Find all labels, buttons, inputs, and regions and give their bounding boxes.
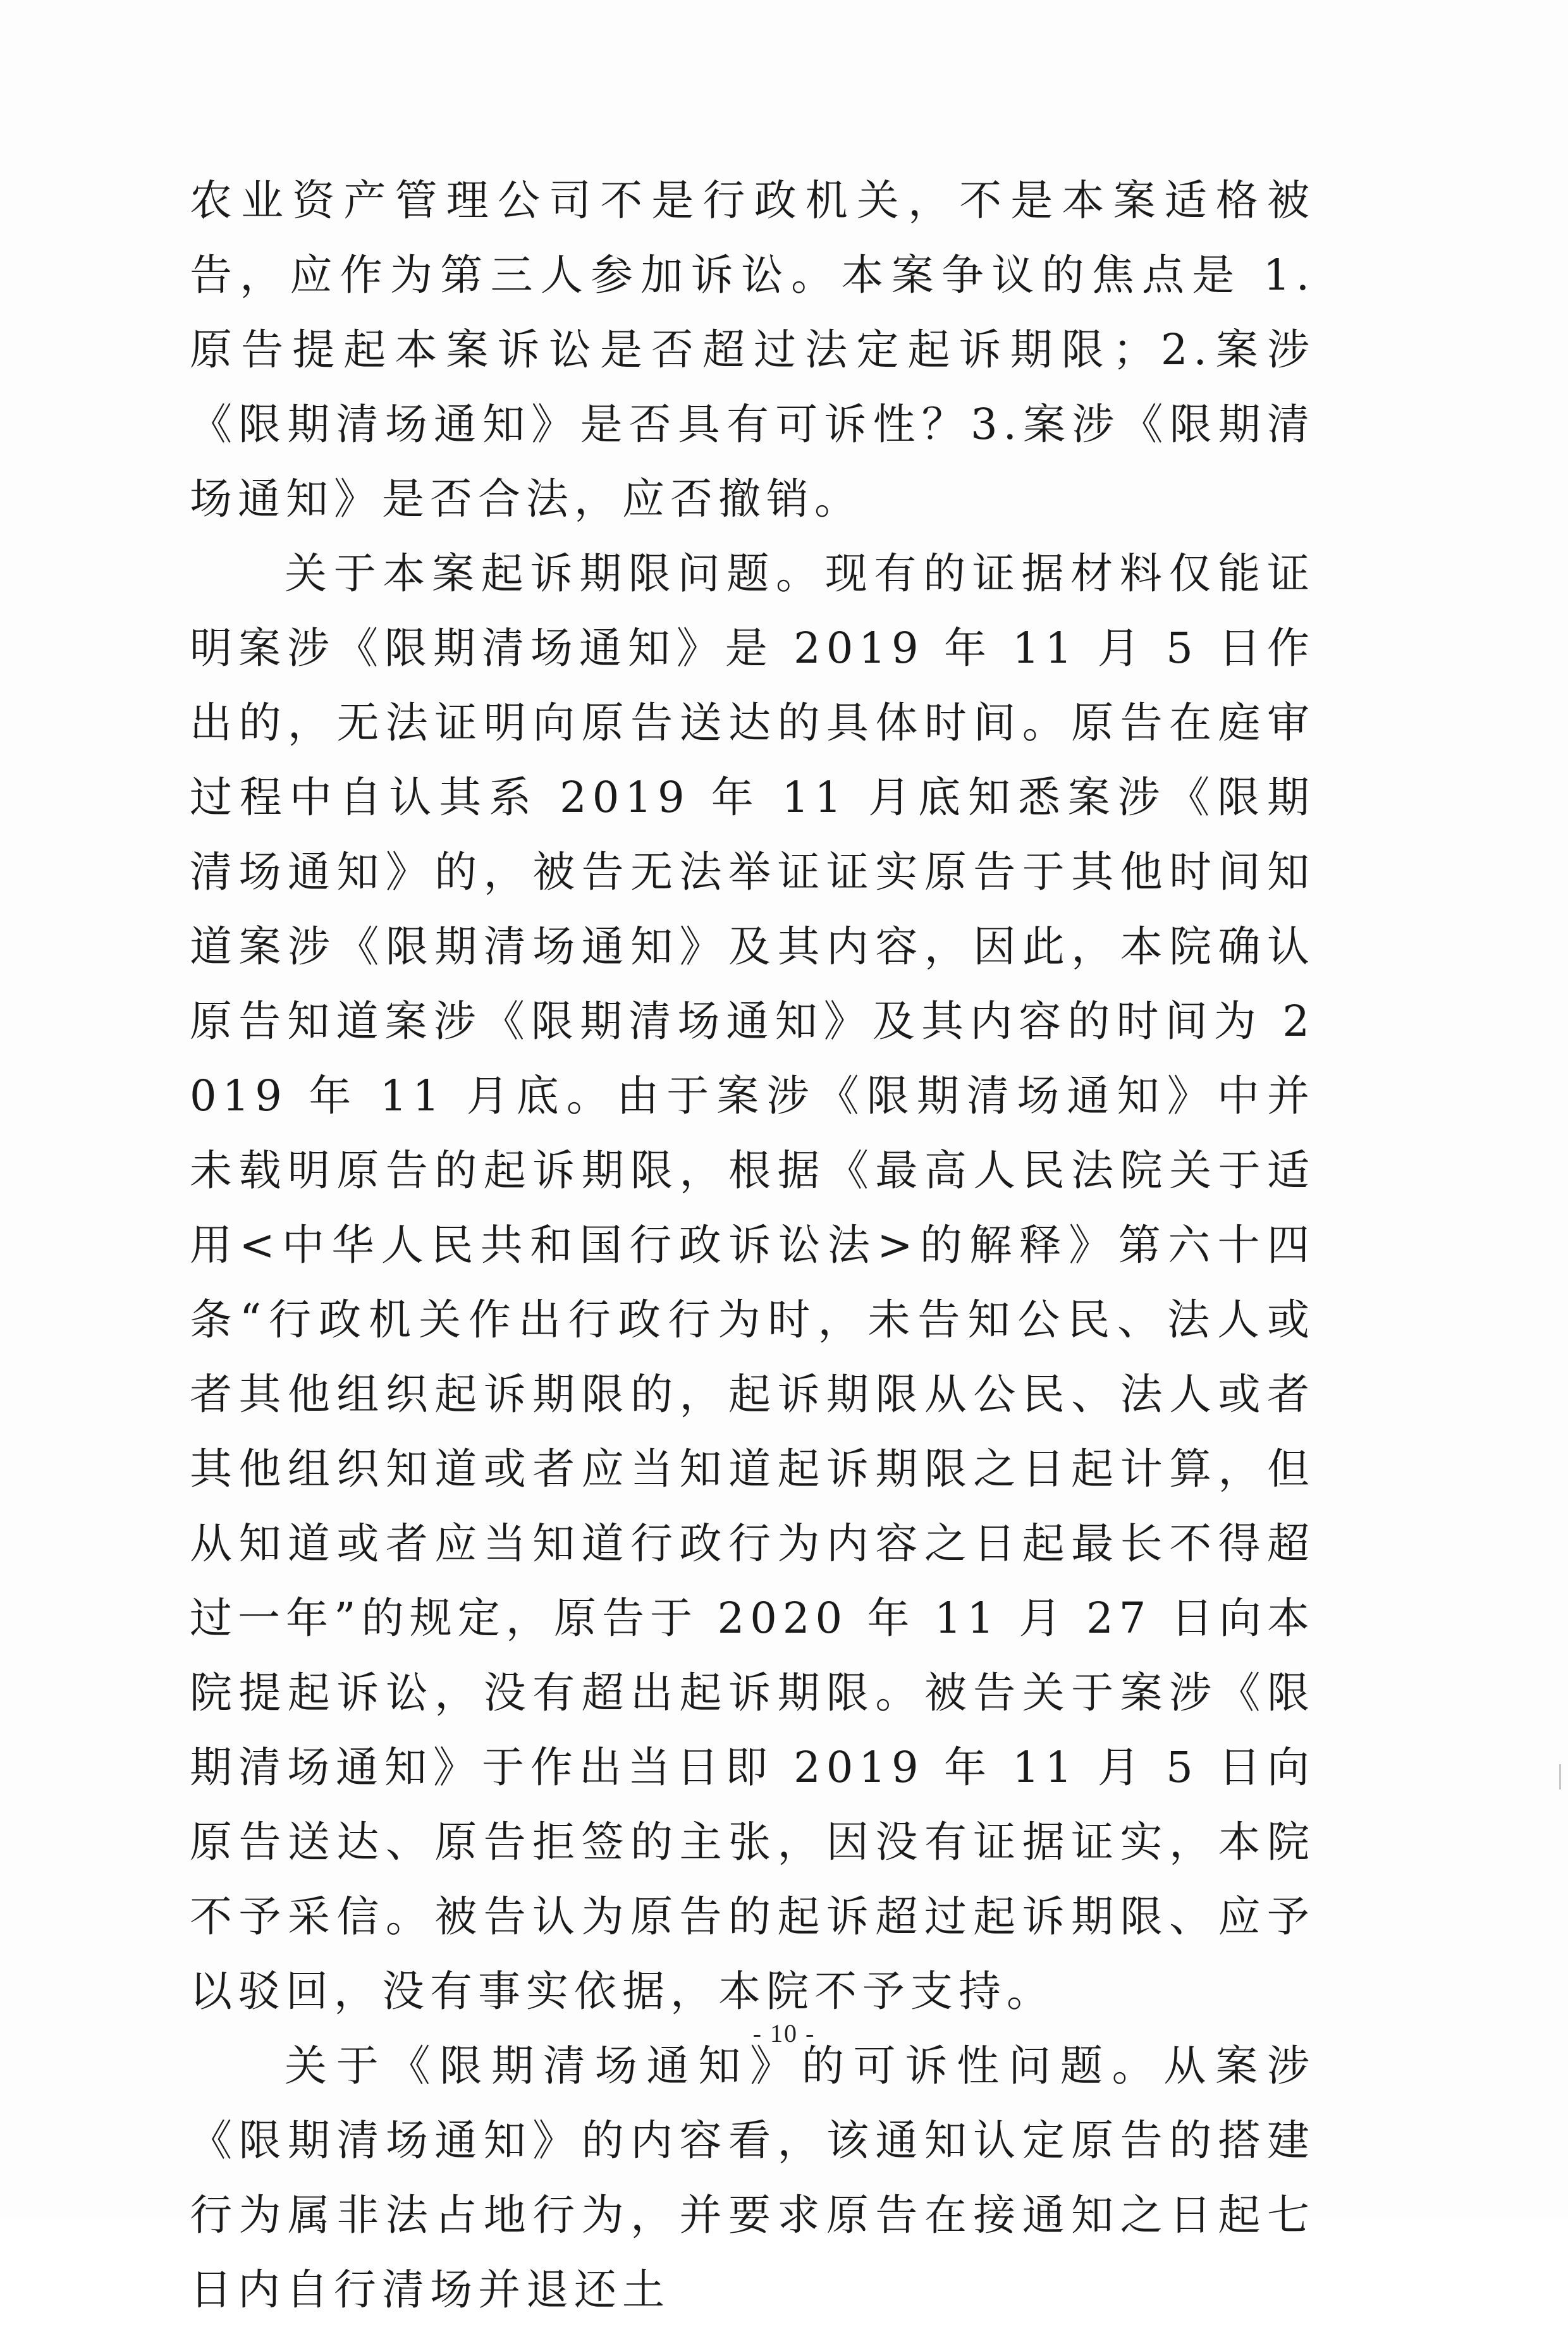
- page-number: - 10 -: [752, 2019, 816, 2048]
- document-body: [190, 163, 1315, 2327]
- scan-edge-mark: [1559, 1764, 1561, 1790]
- paragraph-justiciability: 关于《限期清场通知》的可诉性问题。从案涉《限期清场通知》的内容看，该通知认定原告的搭建行为属非法占地行为，并要求原告在接通知之日起七日内自行清场并退还土: [190, 2041, 1315, 2314]
- paragraph-continuation: 农业资产管理公司不是行政机关，不是本案适格被告，应作为第三人参加诉讼。本案争议的焦点是 1.原告提起本案诉讼是否超过法定起诉期限；2.案涉《限期清场通知》是否具有可诉性？3.案涉《限期清场通知》是否合法，应否撤销。: [190, 176, 1315, 524]
- paragraph-filing-deadline: 关于本案起诉期限问题。现有的证据材料仅能证明案涉《限期清场通知》是 2019 年 11 月 5 日作出的，无法证明向原告送达的具体时间。原告在庭审过程中自认其系 2019 年 11 月底知悉案涉《限期清场通知》的，被告无法举证证实原告于其他时间知道案涉《限期清场通知》及其内容，因此，本院确认原告知道案涉《限期清场通知》及其内容的时间为 2019 年 11 月底。由于案涉《限期清场通知》中并未载明原告的起诉期限，根据《最高人民法院关于适用<中华人民共和国行政诉讼法>的解释》第六十四条“行政机关作出行政行为时，未告知公民、法人或者其他组织起诉期限的，起诉期限从公民、法人或者其他组织知道或者应当知道起诉期限之日起计算，但从知道或者应当知道行政行为内容之日起最长不得超过一年”的规定，原告于 2020 年 11 月 27 日向本院提起诉讼，没有超出起诉期限。被告关于案涉《限期清场通知》于作出当日即 2019 年 11 月 5 日向原告送达、原告拒签的主张，因没有证据证实，本院不予采信。被告认为原告的起诉超过起诉期限、应予以驳回，没有事实依据，本院不予支持。: [190, 549, 1315, 2016]
